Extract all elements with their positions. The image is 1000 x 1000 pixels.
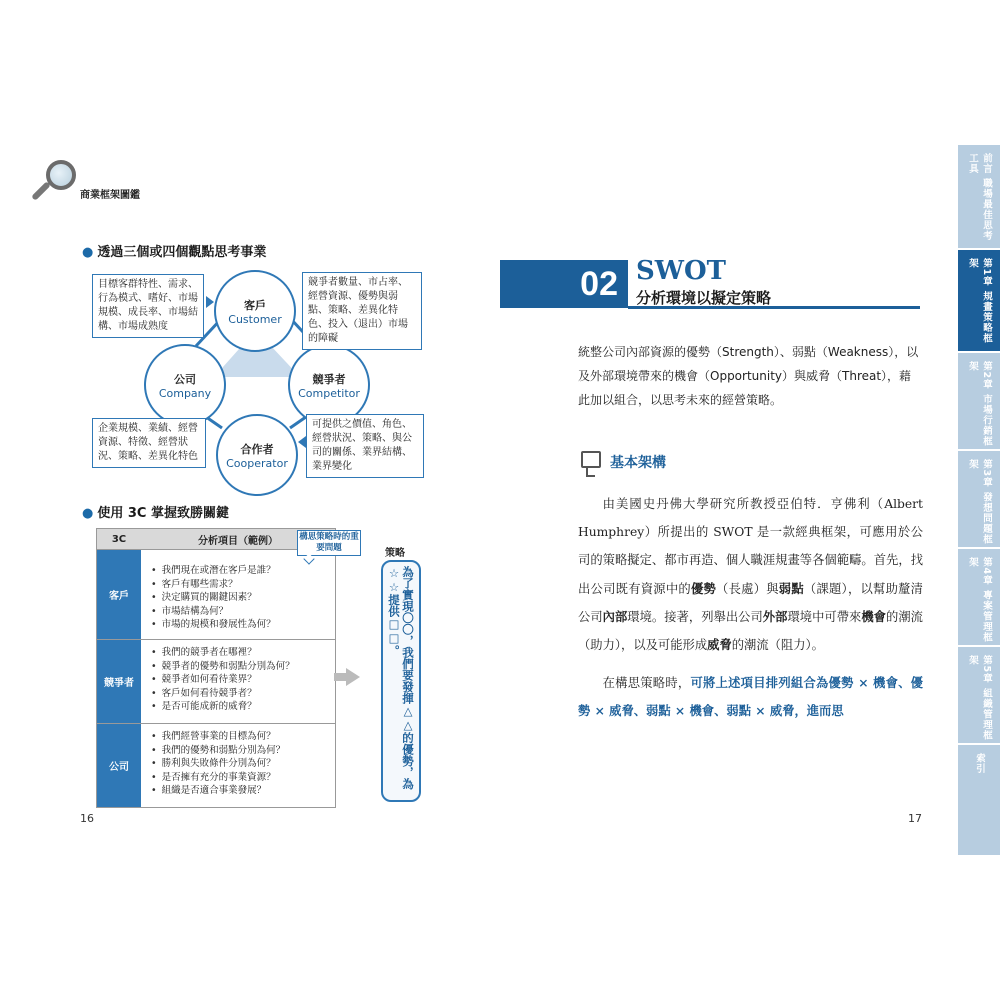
node-company-en: Company [158,386,212,400]
list-item: • 客戶如何看待競爭者？ [151,687,329,701]
node-company [144,344,226,426]
list-item: • 我們的競爭者在哪裡？ [151,646,329,660]
paragraph-1: 由美國史丹佛大學研究所教授亞伯特．亨佛利（Albert Humphrey）所提出的 SWOT 是一款經典框架，可應用於公司的策略擬定、都市再造、個人職涯規畫等各個範疇。首先，找出公司既有資源中的優勢（長處）與弱點（課題），以幫助釐清公司內部環境。接著，列舉出公司外部環境中可帶來機會的潮流（助力），以及可能形成威脅的潮流（阻力）。 [578,497,923,653]
row-label: 競爭者 [97,640,141,723]
chapter-tabs [958,145,1000,855]
page-title: SWOT [636,256,726,286]
arrow-right-icon [346,668,360,686]
strategy-text: 為了實現〇〇，我們要發揮△△的優勢，為☆☆提供□□。 [387,566,415,790]
tab-index[interactable]: 索引 [974,753,985,774]
section-heading-2 [82,502,229,521]
node-cooperator [216,414,298,496]
list-item: • 我們的優勢和弱點分別為何？ [151,744,329,758]
three-c-table [96,528,336,808]
paragraph-2: 在構思策略時，可將上述項目排列組合為優勢 × 機會、優勢 × 威脅、弱點 × 機會、弱點 × 威脅，進而思 [578,675,923,719]
tab-chapter-3[interactable]: 第3章 發想問題框架 [958,451,1000,549]
note-competitor: 競爭者數量、市占率、經營資源、優勢與弱點、策略、差異化特色、投入（退出）市場的障礙 [302,272,422,350]
section-heading-2-text: 使用 3C 掌握致勝關鍵 [97,506,229,521]
list-item: • 我們現在或潛在客戶是誰？ [151,564,329,578]
page-subtitle: 分析環境以擬定策略 [636,289,772,307]
page-number-right: 17 [908,812,922,825]
intro-paragraph: 統整公司內部資源的優勢（Strength）、弱點（Weakness），以及外部環境帶來的機會（Opportunity）與威脅（Threat），藉此加以組合，以思考未來的經營策略。 [578,345,919,407]
list-item: • 競爭者如何看待業界？ [151,673,329,687]
list-item: • 勝利與失敗條件分別為何？ [151,757,329,771]
tab-preface[interactable]: 前言 職場最佳思考工具 [958,145,1000,250]
node-competitor-en: Competitor [298,386,360,400]
bullet-dot-icon: ● [82,506,94,521]
page-number-left: 16 [80,812,94,825]
chapter-number-banner: 02 [500,260,628,308]
subheading: 基本架構 [610,455,666,471]
table-row [97,639,335,723]
tab-chapter-1[interactable]: 第1章 規畫策略框架 [958,250,1000,353]
section-heading-1-text: 透過三個或四個觀點思考事業 [97,245,267,260]
list-item: • 決定購買的關鍵因素？ [151,591,329,605]
arrow-right-icon [206,296,214,308]
node-cooperator-cn: 合作者 [240,442,274,456]
list-item: • 我們經營事業的目標為何？ [151,730,329,744]
table-row [97,549,335,639]
item-list [141,640,335,723]
list-item: • 競爭者的優勢和弱點分別為何？ [151,660,329,674]
table-row [97,723,335,807]
node-competitor-cn: 競爭者 [312,372,346,386]
node-cooperator-en: Cooperator [226,456,288,470]
bullet-dot-icon: ● [82,245,94,260]
table-header-col2: 分析項目（範例） [198,535,278,547]
row-label: 公司 [97,724,141,807]
note-company: 企業規模、業績、經營資源、特徵、經營狀況、策略、差異化特色 [92,418,206,468]
list-item: • 市場的規模和發展性為何？ [151,618,329,632]
arrow-left-icon [298,436,306,448]
tab-chapter-2[interactable]: 第2章 市場行銷框架 [958,353,1000,451]
node-customer-cn: 客戶 [244,298,266,312]
list-item: • 是否擁有充分的事業資源？ [151,771,329,785]
tab-chapter-4[interactable]: 第4章 專案管理框架 [958,549,1000,647]
strategy-title: 策略 [385,548,405,559]
tab-chapter-5[interactable]: 第5章 組織管理框架 [958,647,1000,745]
note-cooperator: 可提供之價值、角色、經營狀況、策略、與公司的關係、業界結構、業界變化 [306,414,424,478]
node-company-cn: 公司 [174,372,196,386]
book-title: 商業框架圖鑑 [80,190,140,201]
list-item: • 市場結構為何？ [151,605,329,619]
node-customer-en: Customer [228,312,282,326]
list-item: • 客戶有哪些需求？ [151,578,329,592]
note-customer: 目標客群特性、需求、行為模式、嗜好、市場規模、成長率、市場結構、市場成熟度 [92,274,204,338]
table-header-col1: 3C [111,533,127,545]
body-text [578,490,923,726]
callout-bubble: 構思策略時的重要問題 [297,530,361,556]
item-list [141,550,335,639]
list-item: • 組織是否適合事業發展？ [151,784,329,798]
row-label: 客戶 [97,550,141,639]
speech-bubble-icon [581,451,601,468]
list-item: • 是否可能成新的威脅？ [151,700,329,714]
node-customer [214,270,296,352]
item-list [141,724,335,807]
